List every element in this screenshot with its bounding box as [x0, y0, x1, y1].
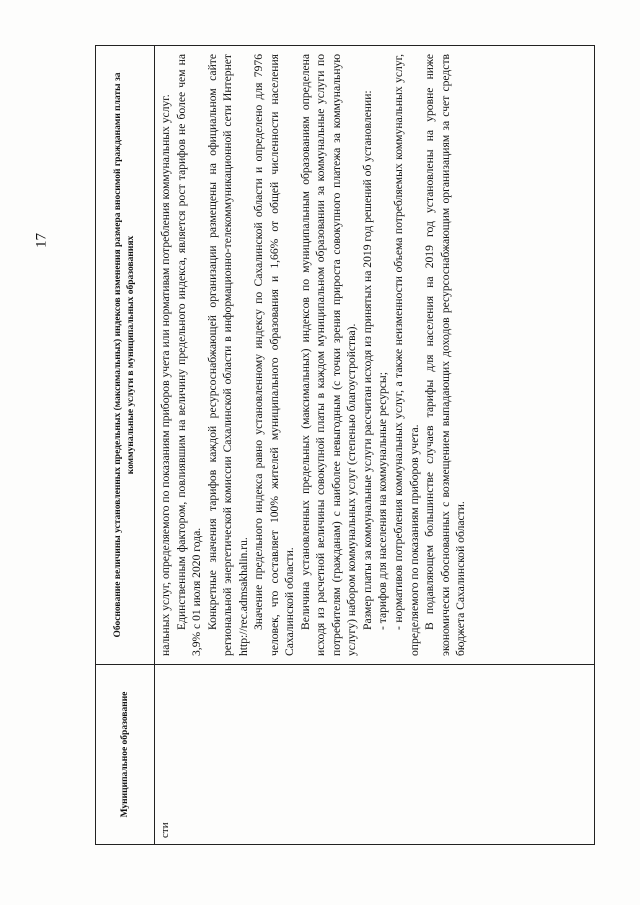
header-justification: Обоснование величины установленных предельных (максимальных) индексов изменения размера вносимой гражданами платы за коммунальные услуги в муниципальных образованиях — [113, 72, 136, 638]
paragraph: Конкретные значения тарифов каждой ресурсоснабжающей организации размещены на официальном сайте региональной энергетической комиссии Сахалинской области в информационно-телекоммуникационной сети Интернет http://rec.admsakhalin.ru. — [205, 54, 250, 656]
paragraph: Размер платы за коммунальные услуги рассчитан исходя из принятых на 2019 год решений об установлении: — [360, 90, 374, 630]
table-header — [96, 46, 155, 844]
justification-table — [95, 45, 595, 845]
rotated-table-area — [95, 45, 595, 845]
paragraph: Значение предельного индекса равно установленному индексу по Сахалинской области и определено для 7976 человек, что составляет 100% жителей муниципального образования и 1,66% от общей численности населения Сахалинской области. — [252, 54, 297, 656]
list-item: - нормативов потребления коммунальных услуг, а также неизменности объема потребляемых коммунальных услуг, определяемого по показаниям приборов учета. — [391, 54, 421, 656]
paragraph: Величина установленных предельных (максимальных) индексов по муниципальным образованиям определена исходя из расчетной величины совокупной платы в каждом муниципальном образовании за коммунальные услуги по потребителям (гражданам) с наиболее невыгодным (с точки зрения прироста совокупного платежа за коммунальную услугу) набором коммунальных услуг (степенью благоустройства). — [298, 54, 359, 656]
paragraph: В подавляющем большинстве случаев тарифы для населения на 2019 год установлены на уровне ниже экономически обоснованных с возмещением выпадающих доходов ресурсоснабжающим организациям за счет средств бюджета Сахалинской области. — [423, 54, 468, 656]
page-number: 17 — [33, 233, 50, 248]
paragraph: Единственным фактором, повлиявшим на величину предельного индекса, является рост тарифов не более чем на 3,9% с 01 июля 2020 года. — [174, 54, 204, 656]
table-row — [155, 46, 595, 844]
header-municipality: Муниципальное образование — [96, 664, 154, 844]
municipality-cell: сти — [155, 664, 595, 844]
paragraph: нальных услуг, определяемого по показаниям приборов учета или нормативам потребления коммунальных услуг. — [159, 94, 172, 656]
justification-cell — [155, 46, 595, 664]
list-item: - тарифов для населения на коммунальные ресурсы; — [376, 372, 390, 630]
